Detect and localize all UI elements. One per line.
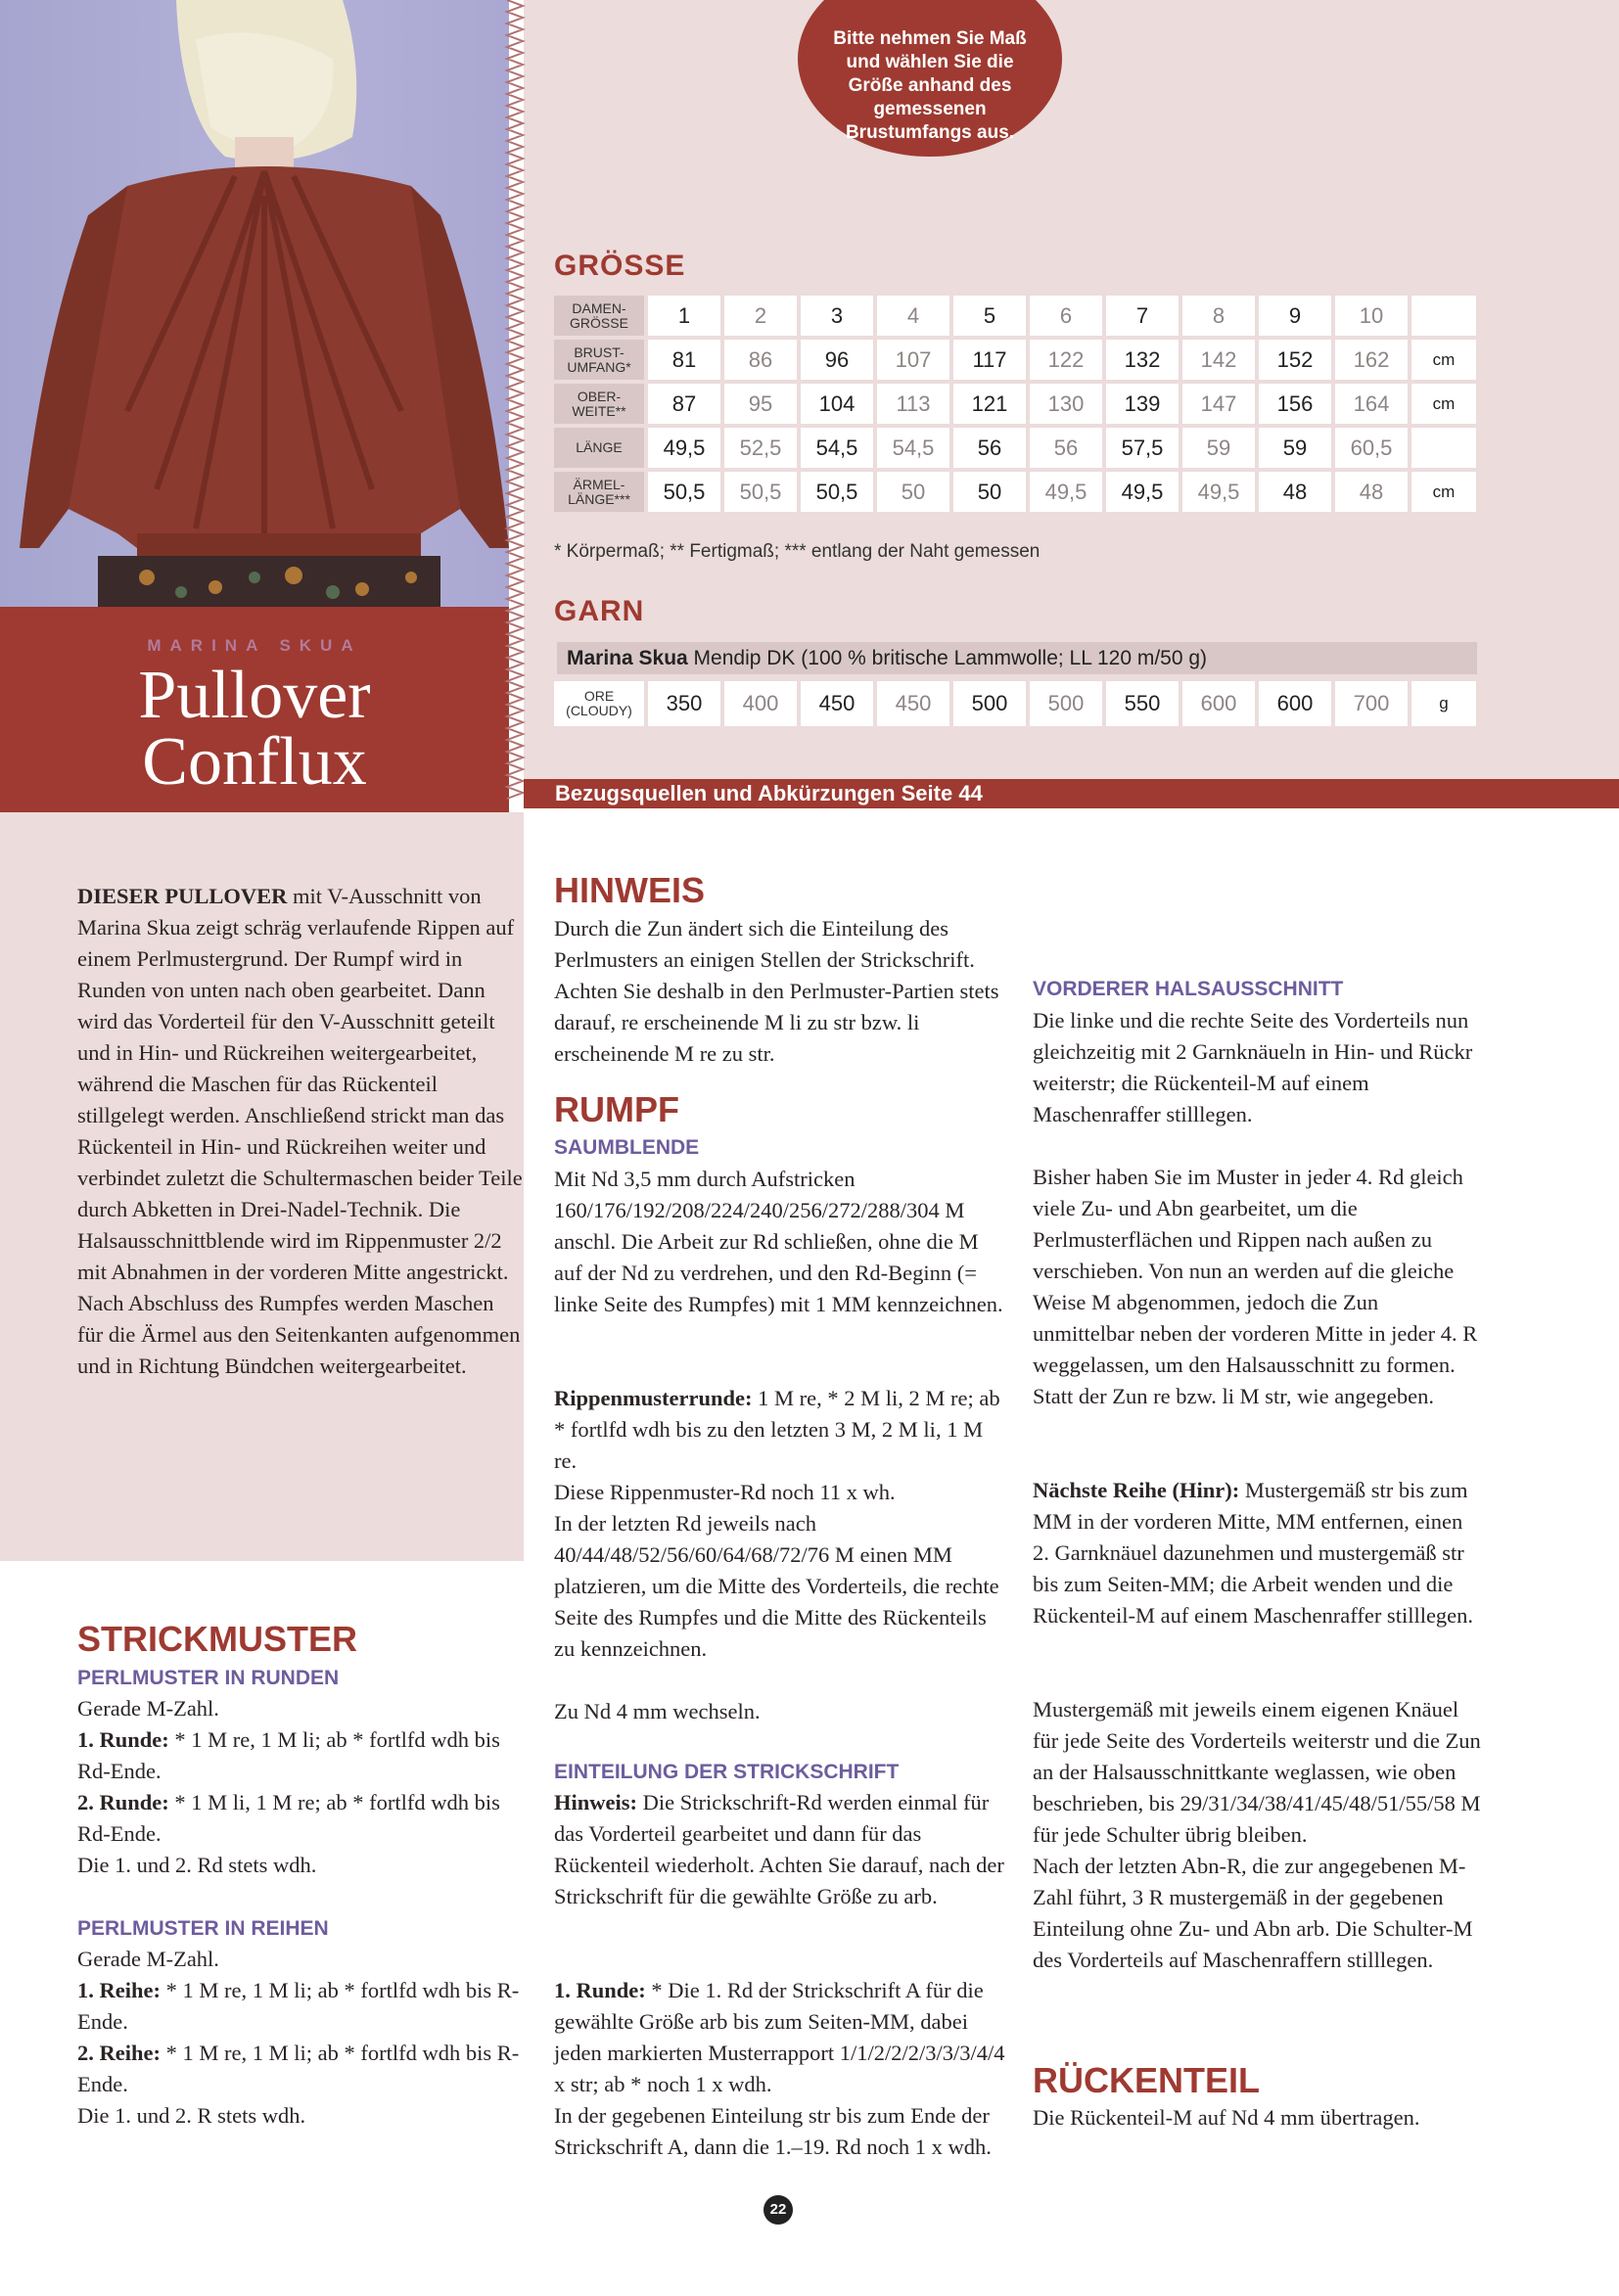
yarn-value-cell: 400 [724,681,797,726]
size-value-cell: 117 [953,340,1026,380]
size-value-cell: 56 [1030,428,1102,468]
size-value-cell: 8 [1182,296,1255,336]
size-unit-cell [1411,296,1476,336]
size-value-cell: 121 [953,384,1026,424]
yarn-color-label-line: (CLOUDY) [566,703,632,718]
zigzag-divider [501,0,529,803]
size-row-label-line: ÄRMEL- [573,476,625,492]
hinweis-heading: HINWEIS [554,870,706,910]
yarn-value-cell: 500 [953,681,1026,726]
size-unit-cell [1411,428,1476,468]
size-value-cell: 59 [1182,428,1255,468]
halsausschnitt-text-3a: Mustergemäß mit jeweils einem eigenen Knäuel für jede Seite des Vorderteils weiterstr und die Zun an der Halsausschnittkante weglassen, wie oben beschrieben, bis 29/31/34/38/41/45/48/51/55/58 M für jede Schulter übrig bleiben. [1033,1697,1481,1847]
yarn-value-cell: 500 [1030,681,1102,726]
yarn-text: Mendip DK (100 % britische Lammwolle; LL 120 m/50 g) [687,647,1208,669]
rumpf-heading: RUMPF [554,1089,679,1129]
intro-lead: DIESER PULLOVER [77,884,288,908]
yarn-value-cell: 600 [1259,681,1331,726]
size-value-cell: 5 [953,296,1026,336]
perlmuster-reihen-heading: PERLMUSTER IN REIHEN [77,1917,329,1940]
naechste-reihe-label: Nächste Reihe (Hinr): [1033,1478,1240,1502]
halsausschnitt-heading: VORDERER HALSAUSSCHNITT [1033,978,1344,1000]
strickmuster-heading: STRICKMUSTER [77,1619,357,1659]
size-value-cell: 50 [877,472,949,512]
size-value-cell: 50,5 [648,472,720,512]
size-value-cell: 164 [1335,384,1408,424]
size-value-cell: 4 [877,296,949,336]
size-unit-cell: cm [1411,340,1476,380]
size-row-label-line: DAMEN- [572,299,626,316]
halsausschnitt-text-4: Nach der letzten Abn-R, die zur angegebenen M-Zahl führt, 3 R mustergemäß in der gegebenen Einteilung ohne Zu- und Abn arb. Die Schulter-M des Vorderteils auf Maschenraffern stilllegen. [1033,1854,1473,1972]
size-value-cell: 122 [1030,340,1102,380]
size-value-cell: 87 [648,384,720,424]
rippen-body: 1 M re, * 2 M li, 2 M re; ab * fortlfd wdh bis zu den letzten 3 M, 2 M li, 1 M re. [554,1386,1000,1473]
perlmuster-reihen-text [77,1944,523,2132]
size-unit-cell: cm [1411,472,1476,512]
sizes-heading: GRÖSSE [554,250,686,282]
perlmuster-runden-text [77,1693,523,1881]
size-row [554,428,1476,468]
size-value-cell: 132 [1106,340,1179,380]
size-value-cell: 104 [801,384,873,424]
size-value-cell: 59 [1259,428,1331,468]
reihen-r2-text: * 1 M re, 1 M li; ab * fortlfd wdh bis R-Ende. [77,2041,520,2096]
reihen-r1-label: 1. Reihe: [77,1978,161,2002]
halsausschnitt-text-1: Die linke und die rechte Seite des Vorderteils nun gleichzeitig mit 2 Garnknäueln in Hin- und Rückr weiterstr; die Rückenteil-M auf einem Maschenraffer stilllegen. [1033,1008,1473,1126]
size-row-label-line: BRUST- [574,344,624,360]
reihen-r2-label: 2. Reihe: [77,2041,161,2065]
reihen-line: Gerade M-Zahl. [77,1947,219,1971]
rippen-repeat: Diese Rippenmuster-Rd noch 11 x wh. [554,1480,896,1504]
runde1-body: * Die 1. Rd der Strickschrift A für die gewählte Größe arb bis zum Seiten-MM, dabei jeden markierten Musterrapport 1/1/2/2/2/3/3/3/4/4 x str; ab * noch 1 x wdh. [554,1978,1005,2096]
size-value-cell: 48 [1259,472,1331,512]
saumblende-text: Mit Nd 3,5 mm durch Aufstricken 160/176/192/208/224/240/256/272/288/304 M anschl. Die Arbeit zur Rd schließen, ohne die M auf der Nd zu verdrehen, und den Rd-Beginn (= linke Seite des Rumpfes) mit 1 MM kennzeichnen. [554,1167,1003,1316]
measure-note-circle [798,0,1062,157]
size-value-cell: 54,5 [877,428,949,468]
halsausschnitt-text-3 [1033,1694,1483,1976]
einteilung-text [554,1787,1006,1912]
runde1-label: 1. Runde: [554,1978,646,2002]
size-value-cell: 130 [1030,384,1102,424]
size-row-label-line: UMFANG* [567,358,631,375]
size-value-cell: 113 [877,384,949,424]
yarn-heading: GARN [554,595,645,627]
yarn-value-cell: 350 [648,681,720,726]
page-number: 22 [763,2195,793,2225]
size-value-cell: 50 [953,472,1026,512]
yarn-value-cell: 600 [1182,681,1255,726]
yarn-value-cell: 450 [877,681,949,726]
size-value-cell: 86 [724,340,797,380]
yarn-color-label [554,681,644,726]
size-value-cell: 107 [877,340,949,380]
size-value-cell: 3 [801,296,873,336]
size-footnote: * Körpermaß; ** Fertigmaß; *** entlang der Naht gemessen [554,541,1041,562]
size-value-cell: 10 [1335,296,1408,336]
yarn-value-cell: 700 [1335,681,1408,726]
runden-r1-text: * 1 M re, 1 M li; ab * fortlfd wdh bis Rd-Ende. [77,1727,500,1783]
reihen-r1-text: * 1 M re, 1 M li; ab * fortlfd wdh bis R-Ende. [77,1978,520,2034]
saumblende-heading: SAUMBLENDE [554,1136,700,1159]
reihen-repeat: Die 1. und 2. R stets wdh. [77,2103,306,2128]
perlmuster-runden-heading: PERLMUSTER IN RUNDEN [77,1667,340,1689]
size-table [550,292,1480,516]
size-row-label [554,428,644,468]
size-value-cell: 57,5 [1106,428,1179,468]
rueckenteil-heading: RÜCKENTEIL [1033,2060,1260,2100]
model-photo [0,0,509,607]
size-row-label [554,384,644,424]
naechste-reihe-body: Mustergemäß str bis zum MM in der vorderen Mitte, MM entfernen, einen 2. Garnknäuel dazunehmen und mustergemäß str bis zum Seiten-MM; die Arbeit wenden und die Rückenteil-M auf einem Maschenraffer stilllegen. [1033,1478,1474,1628]
size-value-cell: 6 [1030,296,1102,336]
size-value-cell: 162 [1335,340,1408,380]
size-row [554,384,1476,424]
size-value-cell: 147 [1182,384,1255,424]
size-value-cell: 9 [1259,296,1331,336]
size-row-label [554,340,644,380]
size-value-cell: 50,5 [801,472,873,512]
measure-note-text: Bitte nehmen Sie Maß und wählen Sie die Größe anhand des gemessenen Brustumfangs aus. [833,28,1027,143]
size-value-cell: 60,5 [1335,428,1408,468]
runde1-cont: In der gegebenen Einteilung str bis zum Ende der Strickschrift A, dann die 1.–19. Rd noch 1 x wdh. [554,2103,992,2159]
size-value-cell: 49,5 [1182,472,1255,512]
size-row [554,340,1476,380]
naechste-reihe-text [1033,1475,1483,1631]
size-value-cell: 48 [1335,472,1408,512]
size-value-cell: 81 [648,340,720,380]
hinweis-text: Durch die Zun ändert sich die Einteilung des Perlmusters an einigen Stellen der Strickschrift. Achten Sie deshalb in den Perlmuster-Partien stets darauf, re erscheinende M li zu str bzw. li erscheinende M re zu str. [554,916,999,1066]
size-value-cell: 52,5 [724,428,797,468]
size-row-label [554,472,644,512]
size-unit-cell: cm [1411,384,1476,424]
rueckenteil-text: Die Rückenteil-M auf Nd 4 mm übertragen. [1033,2105,1420,2130]
halsausschnitt-text-2: Bisher haben Sie im Muster in jeder 4. Rd gleich viele Zu- und Abn gearbeitet, um die Perlmusterflächen und Rippen nach außen zu verschieben. Von nun an werden auf die gleiche Weise M abgenommen, jedoch die Zun unmittelbar neben der vorderen Mitte in jeder 4. R weggelassen, um den Halsausschnitt zu formen. Statt der Zun re bzw. li M str, wie angegeben. [1033,1165,1478,1408]
reference-bar: Bezugsquellen und Abkürzungen Seite 44 [524,779,1619,808]
einteilung-hinweis-text: Die Strickschrift-Rd werden einmal für das Vorderteil gearbeitet und dann für das Rückenteil wiederholt. Achten Sie darauf, nach der Strickschrift für die gewählte Größe zu arb. [554,1790,1004,1908]
size-value-cell: 50,5 [724,472,797,512]
size-value-cell: 54,5 [801,428,873,468]
runden-r1-label: 1. Runde: [77,1727,169,1752]
sweater-illustration [0,0,509,607]
yarn-description [557,642,1477,674]
size-value-cell: 7 [1106,296,1179,336]
rippenmuster-text [554,1383,1006,1665]
einteilung-hinweis-label: Hinweis: [554,1790,638,1814]
title-line-1: Pullover [138,658,371,733]
size-value-cell: 49,5 [1106,472,1179,512]
size-value-cell: 1 [648,296,720,336]
einteilung-heading: EINTEILUNG DER STRICKSCHRIFT [554,1761,900,1783]
size-row-label [554,296,644,336]
yarn-row [554,681,1476,726]
runden-line: Gerade M-Zahl. [77,1696,219,1721]
rippen-markers: In der letzten Rd jeweils nach 40/44/48/52/56/60/64/68/72/76 M einen MM platzieren, um die Mitte des Vorderteils, die rechte Seite des Rumpfes und die Mitte des Rückenteils zu kennzeichnen. [554,1511,999,1661]
nadel-wechsel: Zu Nd 4 mm wechseln. [554,1699,761,1723]
size-value-cell: 142 [1182,340,1255,380]
yarn-color-label-line: ORE [583,688,615,704]
yarn-unit-cell: g [1411,681,1476,726]
size-row-label-line: OBER- [577,388,622,404]
title-line-2: Conflux [142,724,367,800]
size-row [554,296,1476,336]
yarn-value-cell: 550 [1106,681,1179,726]
size-value-cell: 49,5 [648,428,720,468]
runden-r2-text: * 1 M li, 1 M re; ab * fortlfd wdh bis Rd-Ende. [77,1790,500,1846]
intro-body: mit V-Ausschnitt von Marina Skua zeigt schräg verlaufende Rippen auf einem Perlmustergrund. Der Rumpf wird in Runden von unten nach oben gearbeitet. Dann wird das Vorderteil für den V-Ausschnitt geteilt und in Hin- und Rückreihen weitergearbeitet, während die Maschen für das Rückenteil stillgelegt werden. Anschließend strickt man das Rückenteil in Hin- und Rückreihen weiter und verbindet zuletzt die Schultermaschen beider Teile durch Abketten in Drei-Nadel-Technik. Die Halsausschnittblende wird im Rippenmuster 2/2 mit Abnahmen in der vorderen Mitte angestrickt. Nach Abschluss des Rumpfes werden Maschen für die Ärmel aus den Seitenkanten aufgenommen und in Richtung Bündchen weitergearbeitet. [77,884,523,1378]
yarn-value-cell: 450 [801,681,873,726]
size-value-cell: 49,5 [1030,472,1102,512]
size-row [554,472,1476,512]
size-value-cell: 2 [724,296,797,336]
size-value-cell: 139 [1106,384,1179,424]
designer-name: MARINA SKUA [147,636,362,655]
runden-repeat: Die 1. und 2. Rd stets wdh. [77,1853,317,1877]
size-value-cell: 95 [724,384,797,424]
rippen-label: Rippenmusterrunde: [554,1386,753,1410]
runde1-text [554,1975,1006,2163]
size-row-label-line: GRÖSSE [570,314,628,331]
size-row-label-line: LÄNGE [576,439,623,455]
size-value-cell: 56 [953,428,1026,468]
intro-text [77,881,523,1382]
size-value-cell: 156 [1259,384,1331,424]
size-value-cell: 96 [801,340,873,380]
title-block [0,607,509,812]
runden-r2-label: 2. Runde: [77,1790,169,1814]
size-row-label-line: WEITE** [572,402,626,419]
size-row-label-line: LÄNGE*** [568,490,630,507]
yarn-table [550,677,1480,730]
yarn-brand: Marina Skua [567,647,688,669]
size-value-cell: 152 [1259,340,1331,380]
